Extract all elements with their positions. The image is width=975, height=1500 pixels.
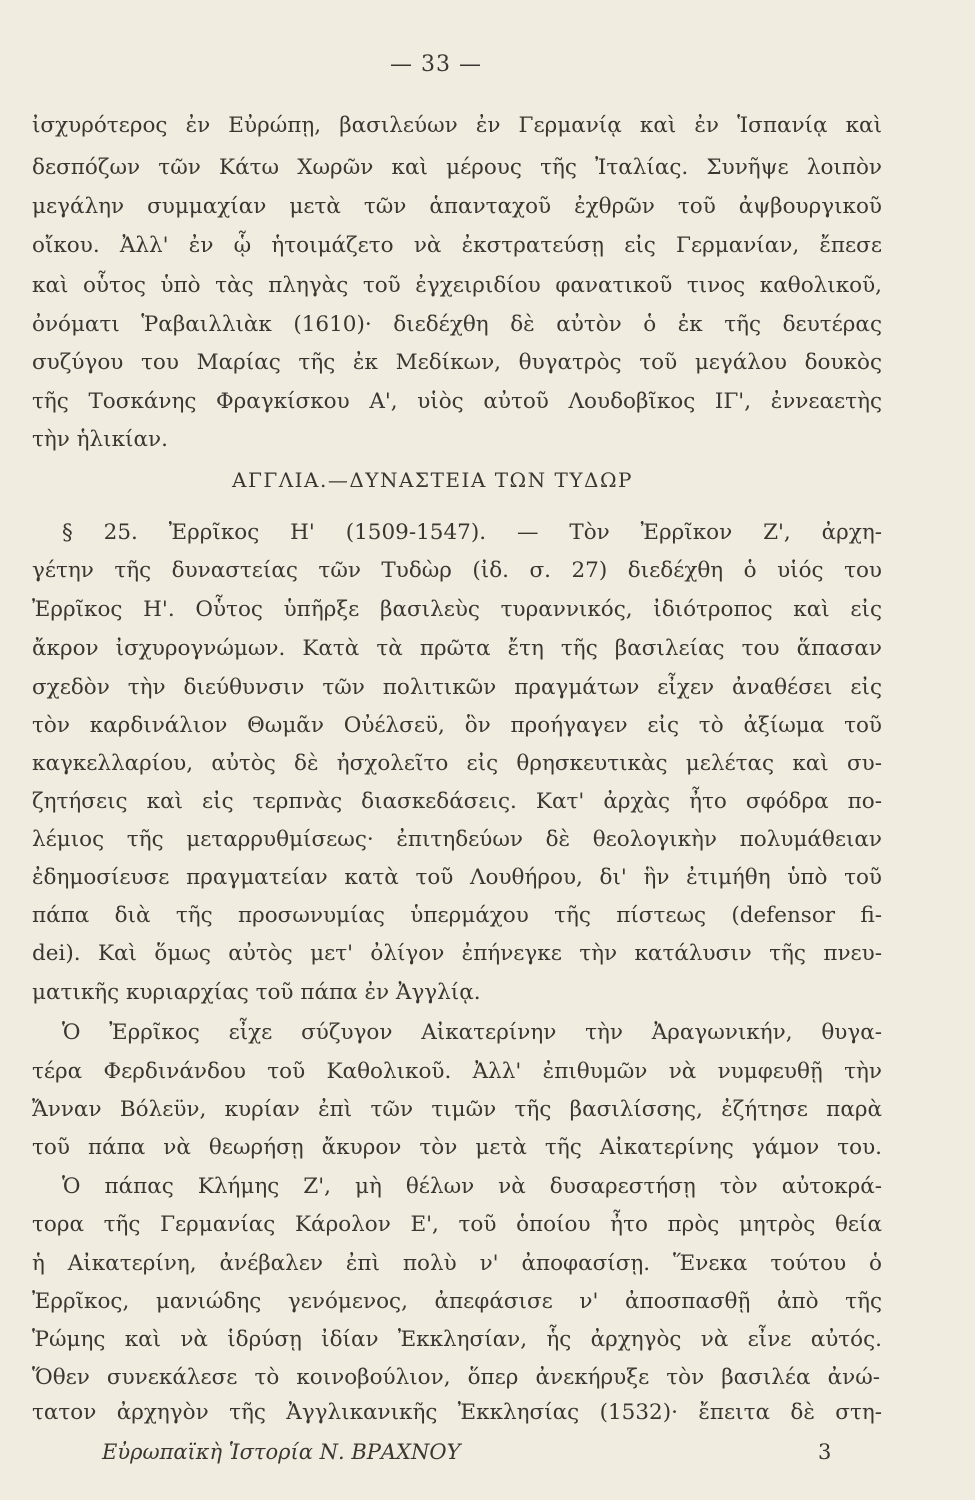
text-line: Ἄνναν Βόλεϋν, κυρίαν ἐπὶ τῶν τιμῶν τῆς βασιλίσσης, ἐζήτησε παρὰ [32,1097,882,1122]
text-line: Ῥώμης καὶ νὰ ἱδρύσῃ ἰδίαν Ἐκκλησίαν, ἧς ἀρχηγὸς νὰ εἶνε αὐτός. [32,1327,882,1352]
text-line: τὸν καρδινάλιον Θωμᾶν Οὐέλσεϋ, ὃν προήγαγεν εἰς τὸ ἀξίωμα τοῦ [32,713,882,738]
text-line: δεσπόζων τῶν Κάτω Χωρῶν καὶ μέρους τῆς Ἰταλίας. Συνῆψε λοιπὸν [32,155,882,180]
text-line: καγκελλαρίου, αὐτὸς δὲ ἠσχολεῖτο εἰς θρησκευτικὰς μελέτας καὶ συ- [32,751,882,776]
text-line: μεγάλην συμμαχίαν μετὰ τῶν ἁπανταχοῦ ἐχθρῶν τοῦ ἀψβουργικοῦ [32,194,882,219]
text-line: τὴν ἡλικίαν. [32,427,168,452]
text-line: ἐδημοσίευσε πραγματείαν κατὰ τοῦ Λουθήρου, δι' ἣν ἐτιμήθη ὑπὸ τοῦ [32,865,882,890]
text-line: dei). Καὶ ὅμως αὐτὸς μετ' ὀλίγον ἐπήνεγκε τὴν κατάλυσιν τῆς πνευ- [32,941,882,966]
text-line: τῆς Τοσκάνης Φραγκίσκου Α', υἱὸς αὐτοῦ Λουδοβῖκος ΙΓ', ἐννεαετὴς [32,389,882,414]
text-line: Ἐρρῖκος Η'. Οὗτος ὑπῆρξε βασιλεὺς τυραννικός, ἰδιότροπος καὶ εἰς [32,597,882,622]
text-line: σχεδὸν τὴν διεύθυνσιν τῶν πολιτικῶν πραγμάτων εἶχεν ἀναθέσει εἰς [32,675,882,700]
text-line: τορα τῆς Γερμανίας Κάρολον Ε', τοῦ ὁποίου ἦτο πρὸς μητρὸς θεία [32,1212,882,1237]
text-line: ἡ Αἰκατερίνη, ἀνέβαλεν ἐπὶ πολὺ ν' ἀποφασίσῃ. Ἕνεκα τούτου ὁ [32,1251,882,1276]
text-line: Ὅθεν συνεκάλεσε τὸ κοινοβούλιον, ὅπερ ἀνεκήρυξε τὸν βασιλέα ἀνώ- [32,1365,880,1390]
text-line: ἰσχυρότερος ἐν Εὐρώπῃ, βασιλεύων ἐν Γερμανίᾳ καὶ ἐν Ἱσπανίᾳ καὶ [32,113,882,138]
text-line: τέρα Φερδινάνδου τοῦ Καθολικοῦ. Ἀλλ' ἐπιθυμῶν νὰ νυμφευθῇ τὴν [32,1059,882,1084]
text-line: πάπα διὰ τῆς προσωνυμίας ὑπερμάχου τῆς πίστεως (defensor fi- [32,903,882,928]
text-line: ὀνόματι Ῥαβαιλλιὰκ (1610)· διεδέχθη δὲ αὐτὸν ὁ ἐκ τῆς δευτέρας [32,312,882,337]
text-line: καὶ οὗτος ὑπὸ τὰς πληγὰς τοῦ ἐγχειριδίου φανατικοῦ τινος καθολικοῦ, [32,273,882,298]
text-line: Ὁ πάπας Κλήμης Ζ', μὴ θέλων νὰ δυσαρεστήσῃ τὸν αὐτοκρά- [62,1174,882,1199]
text-line: γέτην τῆς δυναστείας τῶν Τυδὼρ (ἰδ. σ. 27) διεδέχθη ὁ υἱός του [32,558,882,583]
text-line: § 25. Ἐρρῖκος Η' (1509-1547). — Τὸν Ἐρρῖκον Ζ', ἀρχη- [62,520,882,545]
page-number-header: — 33 — [390,52,482,77]
text-line: Ὁ Ἐρρῖκος εἶχε σύζυγον Αἰκατερίνην τὴν Ἀραγωνικήν, θυγα- [62,1020,882,1045]
text-line: τατον ἀρχηγὸν τῆς Ἀγγλικανικῆς Ἐκκλησίας (1532)· ἔπειτα δὲ στη- [32,1400,882,1425]
text-line: συζύγου του Μαρίας τῆς ἐκ Μεδίκων, θυγατρὸς τοῦ μεγάλου δουκὸς [32,350,882,375]
text-line: Ἐρρῖκος, μανιώδης γενόμενος, ἀπεφάσισε ν' ἀποσπασθῇ ἀπὸ τῆς [32,1289,882,1314]
text-line: τοῦ πάπα νὰ θεωρήσῃ ἄκυρον τὸν μετὰ τῆς Αἰκατερίνης γάμον του. [32,1135,882,1160]
text-line: ἄκρον ἰσχυρογνώμων. Κατὰ τὰ πρῶτα ἔτη τῆς βασιλείας του ἅπασαν [32,636,882,661]
text-line: λέμιος τῆς μεταρρυθμίσεως· ἐπιτηδεύων δὲ θεολογικὴν πολυμάθειαν [32,827,882,852]
text-line: οἴκου. Ἀλλ' ἐν ᾧ ἡτοιμάζετο νὰ ἐκστρατεύσῃ εἰς Γερμανίαν, ἔπεσε [32,233,882,258]
text-line: ματικῆς κυριαρχίας τοῦ πάπα ἐν Ἀγγλίᾳ. [32,980,481,1005]
section-title: ΑΓΓΛΙΑ.—ΔΥΝΑΣΤΕΙΑ ΤΩΝ ΤΥΔΩΡ [232,468,634,492]
footer-book-title: Εὐρωπαϊκὴ Ἱστορία Ν. ΒΡΑΧΝΟΥ [102,1440,461,1464]
text-line: ζητήσεις καὶ εἰς τερπνὰς διασκεδάσεις. Κατ' ἀρχὰς ἦτο σφόδρα πο- [32,789,882,814]
footer-signature-number: 3 [818,1440,832,1464]
